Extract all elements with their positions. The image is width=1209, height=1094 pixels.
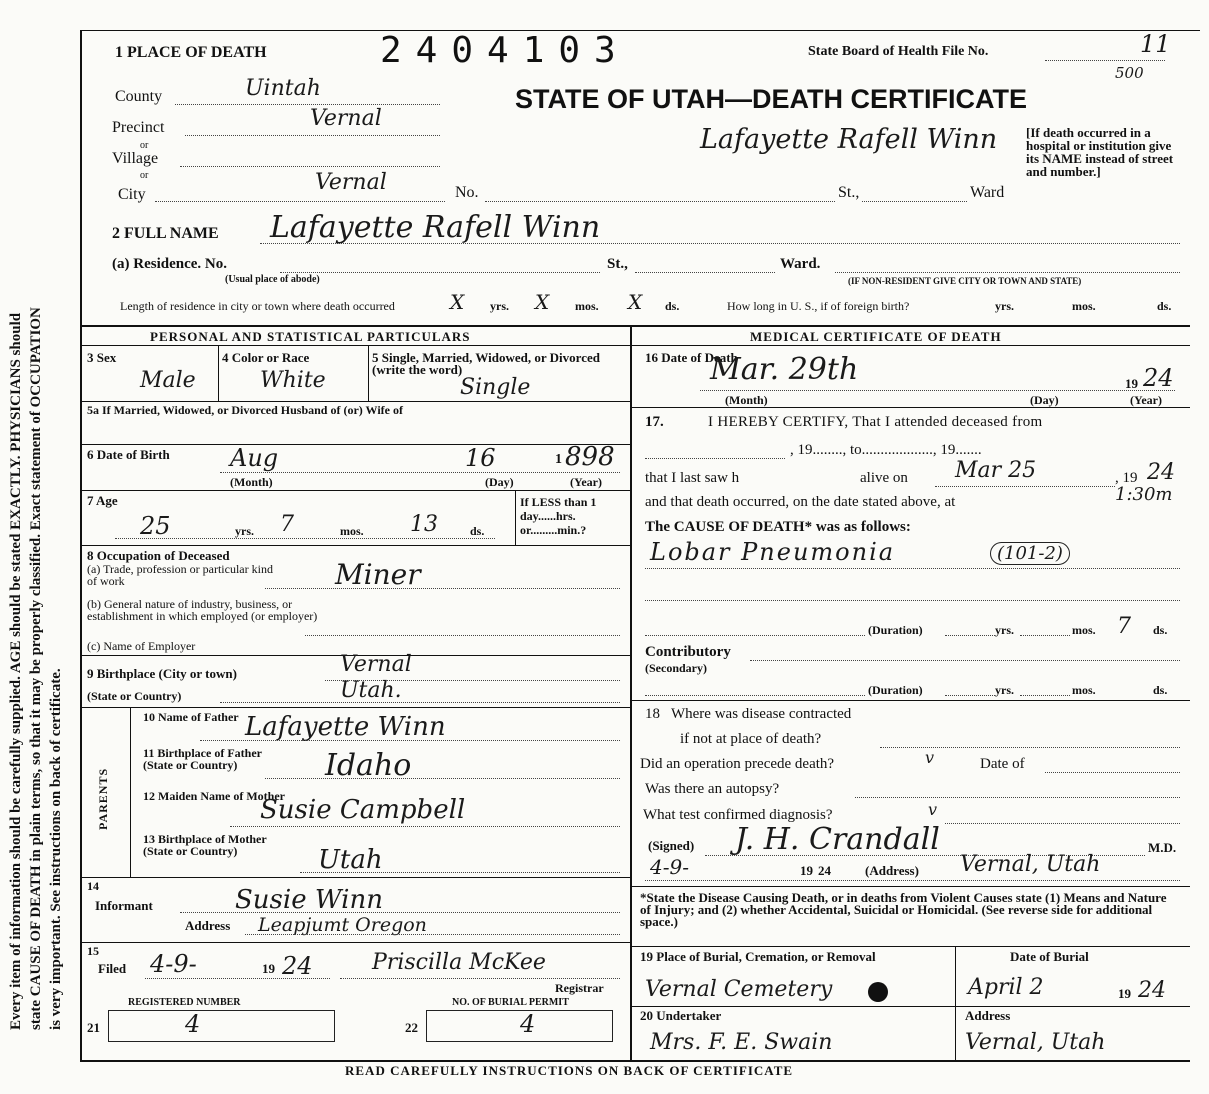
length-yrs-value: X <box>450 290 465 314</box>
industry-label: (b) General nature of industry, business, or establishment in which employed (or employer) <box>87 597 318 623</box>
nonresident-note: (IF NON-RESIDENT GIVE CITY OR TOWN AND STATE) <box>848 276 1082 286</box>
father-label: 10 Name of Father <box>143 710 239 724</box>
duration-yrs-label: yrs. <box>995 623 1014 637</box>
residence-street-label: St., <box>607 256 628 272</box>
age-months: 7 <box>280 512 294 537</box>
ink-blot <box>868 982 888 1002</box>
age-days: 13 <box>410 512 438 537</box>
contributory-ds-label: ds. <box>1153 683 1168 697</box>
occupation-trade-label: (a) Trade, profession or particular kind of work <box>87 562 273 588</box>
or-label: or <box>140 140 149 151</box>
cause-of-death-value: Lobar Pneumonia <box>650 538 896 566</box>
mos-label: mos. <box>575 299 599 313</box>
death-time: 1:30m <box>1115 484 1173 505</box>
father-birthplace-value: Idaho <box>325 748 412 783</box>
full-name-value: Lafayette Rafell Winn <box>270 210 601 245</box>
ds-label: ds. <box>1157 299 1172 313</box>
hospital-name: Lafayette Rafell Winn <box>700 124 998 155</box>
precinct-value: Vernal <box>310 106 382 131</box>
no-label: No. <box>455 184 479 201</box>
test-diagnosis-value: v <box>928 800 938 819</box>
burial-date-label: Date of Burial <box>1010 949 1089 964</box>
burial-place-value: Vernal Cemetery <box>645 977 833 1002</box>
yrs-label: yrs. <box>995 299 1014 313</box>
certify-text: I HEREBY CERTIFY, That I attended deceased from <box>708 414 1043 430</box>
personal-heading: PERSONAL AND STATISTICAL PARTICULARS <box>150 329 471 344</box>
md-label: M.D. <box>1148 840 1177 855</box>
burial-place-label: 19 Place of Burial, Cremation, or Removal <box>640 949 876 964</box>
less-than-day-label: If LESS than 1 day......hrs. or.........min.? <box>520 495 597 537</box>
or-label: or <box>140 170 149 181</box>
form-top-border <box>80 30 1200 31</box>
margin-text-3: is very important. See instructions on back of certificate. <box>48 668 64 1030</box>
sex-value: Male <box>140 368 196 393</box>
spouse-label: 5a If Married, Widowed, or Divorced Husband of (or) Wife of <box>87 403 403 417</box>
registered-number-label: REGISTERED NUMBER <box>128 997 241 1008</box>
residence-ward-label: Ward. <box>780 256 821 272</box>
last-saw-year-prefix: , 19 <box>1115 470 1138 486</box>
ds-label: ds. <box>470 524 485 538</box>
father-value: Lafayette Winn <box>245 712 446 742</box>
occupation-value: Miner <box>335 558 421 591</box>
day-label: (Day) <box>485 475 514 489</box>
ward-label: Ward <box>970 184 1005 201</box>
mother-birthplace-value: Utah <box>318 845 383 875</box>
sex-label: 3 Sex <box>87 350 117 365</box>
burial-date-value: April 2 <box>968 975 1044 1000</box>
age-label: 7 Age <box>87 493 118 508</box>
mother-label: 12 Maiden Name of Mother <box>143 789 285 803</box>
birthplace-state: Utah. <box>340 678 402 703</box>
physician-signature: J. H. Crandall <box>735 822 940 857</box>
certify-number: 17. <box>645 414 664 430</box>
color-value: White <box>260 368 326 393</box>
cause-of-death-label: The CAUSE OF DEATH* was as follows: <box>645 519 911 535</box>
dod-year-label: (Year) <box>1130 393 1162 407</box>
year-label: (Year) <box>570 475 602 489</box>
registered-number-value: 4 <box>185 1010 201 1038</box>
test-diagnosis-label: What test confirmed diagnosis? <box>643 807 833 823</box>
last-saw-year: 24 <box>1147 460 1175 485</box>
dod-year-prefix: 19 <box>1125 376 1138 391</box>
employer-label: (c) Name of Employer <box>87 639 196 653</box>
signed-date: 4-9- <box>650 855 689 879</box>
burial-year-prefix: 19 <box>1118 986 1131 1001</box>
operation-date-label: Date of <box>980 756 1025 772</box>
undertaker-address-label: Address <box>965 1008 1011 1023</box>
date-of-death-value: Mar. 29th <box>710 352 859 387</box>
filed-date: 4-9- <box>150 950 197 978</box>
usual-place-label: (Usual place of abode) <box>225 274 320 285</box>
mother-birthplace-label: 13 Birthplace of Mother (State or Country) <box>143 832 267 858</box>
foreign-birth-label: How long in U. S., if of foreign birth? <box>727 299 910 313</box>
disease-contracted-label: 18 Where was disease contracted <box>645 706 852 722</box>
informant-number: 14 <box>87 879 99 893</box>
hospital-note: [If death occurred in a hospital or institution give its NAME instead of street and number.] <box>1026 125 1174 179</box>
signed-year-prefix: 19 <box>800 863 813 878</box>
duration-ds-label: ds. <box>1153 623 1168 637</box>
full-name-label: 2 FULL NAME <box>112 225 219 242</box>
mos-label: mos. <box>1072 299 1096 313</box>
contributory-label: Contributory <box>645 644 731 660</box>
operation-label: Did an operation precede death? <box>640 756 835 772</box>
filed-year-prefix: 19 <box>262 961 275 976</box>
informant-address-label: Address <box>185 918 231 933</box>
father-birthplace-label: 11 Birthplace of Father (State or Country) <box>143 746 262 772</box>
state-label: (State or Country) <box>87 689 182 703</box>
age-years: 25 <box>140 512 171 540</box>
place-of-death-question: if not at place of death? <box>680 731 822 747</box>
undertaker-value: Mrs. F. E. Swain <box>650 1030 833 1055</box>
dob-day: 16 <box>465 444 496 472</box>
filed-label: Filed <box>98 961 127 976</box>
occupation-label: 8 Occupation of Deceased <box>87 548 230 563</box>
contributory-yrs-label: yrs. <box>995 683 1014 697</box>
residence-label: (a) Residence. No. <box>112 256 227 272</box>
alive-on-label: alive on <box>860 470 908 486</box>
margin-text-1: Every item of information should be carefully supplied. AGE should be stated EXACTLY. PHYSICIANS should <box>8 312 24 1030</box>
certificate-number: 2404103 <box>380 30 630 71</box>
mother-value: Susie Campbell <box>260 795 466 825</box>
informant-value: Susie Winn <box>235 885 383 915</box>
month-label: (Month) <box>230 475 273 489</box>
filed-year: 24 <box>282 952 313 980</box>
informant-address-value: Leapjumt Oregon <box>258 914 427 936</box>
dob-year-prefix: 1 <box>555 452 562 467</box>
secondary-label: (Secondary) <box>645 661 707 675</box>
birthplace-city: Vernal <box>340 652 412 677</box>
contributory-mos-label: mos. <box>1072 683 1096 697</box>
medical-heading: MEDICAL CERTIFICATE OF DEATH <box>750 329 1002 344</box>
attended-from-to: , 19........, to..................., 19....... <box>790 442 982 458</box>
undertaker-address-value: Vernal, Utah <box>965 1030 1106 1055</box>
place-of-death-label: 1 PLACE OF DEATH <box>115 44 267 61</box>
registrar-label: Registrar <box>555 981 604 995</box>
informant-label: Informant <box>95 898 153 913</box>
burial-permit-value: 4 <box>520 1010 536 1038</box>
dod-year: 24 <box>1143 364 1174 392</box>
dod-month-label: (Month) <box>725 393 768 407</box>
signed-label: (Signed) <box>648 838 695 853</box>
length-mos-value: X <box>535 290 550 314</box>
street-label: St., <box>838 184 860 201</box>
contributory-duration-label: (Duration) <box>868 683 923 697</box>
burial-permit-label: NO. OF BURIAL PERMIT <box>452 997 569 1008</box>
cause-footnote: *State the Disease Causing Death, or in deaths from Violent Causes state (1) Means and Nature of Injury; and (2) whether Accidental, Suicidal or Homicidal. (See reverse side for additional space.) <box>640 890 1167 929</box>
color-label: 4 Color or Race <box>222 350 310 365</box>
marital-label: 5 Single, Married, Widowed, or Divorced (write the word) <box>372 350 600 377</box>
cause-code: (101-2) <box>990 542 1070 565</box>
birthplace-label: 9 Birthplace (City or town) <box>87 666 237 681</box>
undertaker-label: 20 Undertaker <box>640 1008 722 1023</box>
mos-label: mos. <box>340 524 364 538</box>
duration-label: (Duration) <box>868 623 923 637</box>
county-value: Uintah <box>245 76 321 101</box>
file-no-value: 11 <box>1140 30 1171 58</box>
certificate-title: STATE OF UTAH—DEATH CERTIFICATE <box>515 84 1027 114</box>
physician-address-label: (Address) <box>865 863 919 878</box>
dob-label: 6 Date of Birth <box>87 447 170 462</box>
autopsy-label: Was there an autopsy? <box>645 781 780 797</box>
registered-number-box <box>108 1010 335 1042</box>
precinct-label: Precinct <box>112 119 165 136</box>
margin-text-2: state CAUSE OF DEATH in plain terms, so that it may be properly classified. Exact statement of OCCUPATION <box>28 307 44 1030</box>
burial-year: 24 <box>1138 978 1166 1003</box>
last-saw-label: that I last saw h <box>645 470 740 486</box>
yrs-label: yrs. <box>235 524 254 538</box>
last-saw-date: Mar 25 <box>955 458 1037 483</box>
parents-label: PARENTS <box>96 767 110 830</box>
length-residence-label: Length of residence in city or town where death occurred <box>120 299 395 313</box>
burial-permit-prefix: 22 <box>405 1020 418 1035</box>
dob-year: 898 <box>565 442 615 472</box>
physician-address: Vernal, Utah <box>960 852 1101 877</box>
length-ds-value: X <box>628 290 643 314</box>
ds-label: ds. <box>665 299 680 313</box>
filed-number: 15 <box>87 944 99 958</box>
registrar-signature: Priscilla McKee <box>372 950 546 975</box>
city-label: City <box>118 186 146 203</box>
date-of-death-label: 16 Date of Death <box>645 350 738 365</box>
dob-month: Aug <box>230 444 279 472</box>
duration-mos-label: mos. <box>1072 623 1096 637</box>
county-label: County <box>115 88 163 105</box>
duration-days: 7 <box>1117 614 1131 639</box>
operation-value: v <box>925 748 935 767</box>
city-value: Vernal <box>315 170 387 195</box>
footer-instructions: READ CAREFULLY INSTRUCTIONS ON BACK OF CERTIFICATE <box>345 1063 794 1078</box>
yrs-label: yrs. <box>490 299 509 313</box>
file-no-label: State Board of Health File No. <box>808 44 989 59</box>
signed-year: 24 <box>818 863 831 878</box>
file-sub-value: 500 <box>1115 64 1144 82</box>
registered-number-prefix: 21 <box>87 1020 100 1035</box>
village-label: Village <box>112 150 159 167</box>
death-occurred-label: and that death occurred, on the date stated above, at <box>645 494 956 510</box>
marital-value: Single <box>460 375 531 400</box>
dod-day-label: (Day) <box>1030 393 1059 407</box>
